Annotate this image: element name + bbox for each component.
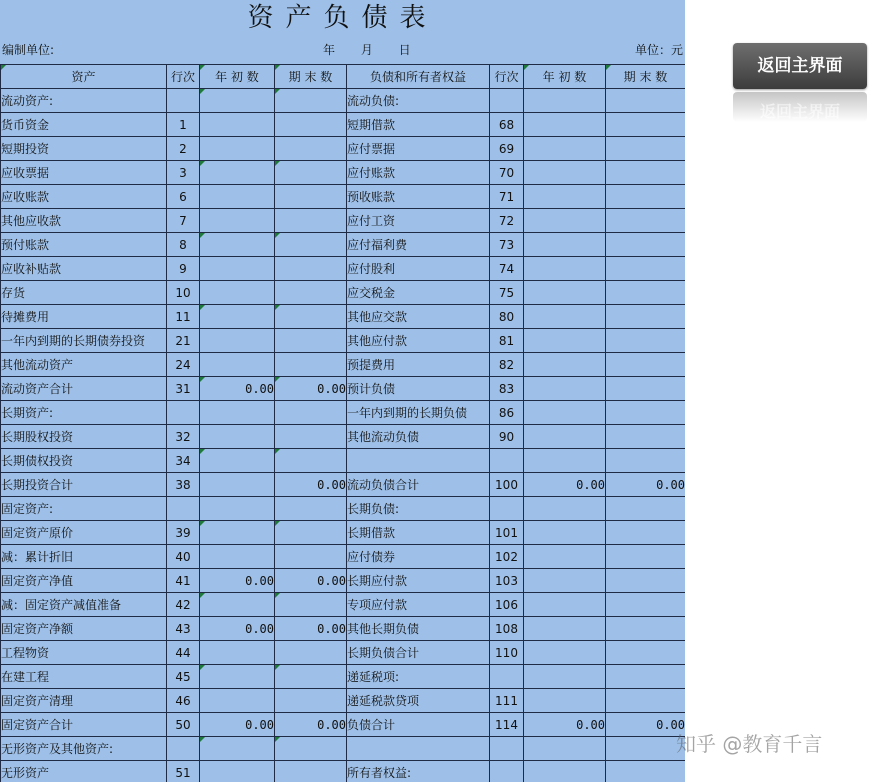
table-row [1,137,686,161]
table-row [1,761,686,782]
asset-ending[interactable] [275,737,347,761]
asset-line-no[interactable]: 6 [167,185,200,209]
asset-name[interactable]: 固定资产净值 [1,569,167,593]
asset-name[interactable]: 长期投资合计 [1,473,167,497]
asset-line-no[interactable]: 11 [167,305,200,329]
liability-line-no[interactable]: 71 [490,185,524,209]
liability-line-no[interactable]: 102 [490,545,524,569]
liability-name[interactable]: 预计负债 [347,377,490,401]
liability-name[interactable]: 流动负债: [347,89,490,113]
asset-name[interactable]: 流动资产: [1,89,167,113]
asset-line-no[interactable]: 41 [167,569,200,593]
asset-line-no[interactable] [167,89,200,113]
liability-ending[interactable] [606,305,686,329]
asset-name[interactable]: 流动资产合计 [1,377,167,401]
asset-line-no[interactable]: 32 [167,425,200,449]
asset-beginning[interactable]: 0.00 [200,617,275,641]
liability-line-no[interactable]: 81 [490,329,524,353]
table-row [1,185,686,209]
liability-name[interactable]: 专项应付款 [347,593,490,617]
asset-beginning[interactable] [200,329,275,353]
liability-beginning[interactable] [524,161,606,185]
liability-line-no[interactable]: 86 [490,401,524,425]
column-header[interactable]: 行次 [167,65,200,89]
asset-ending[interactable] [275,305,347,329]
liability-ending[interactable] [606,617,686,641]
liability-beginning[interactable] [524,353,606,377]
asset-beginning[interactable] [200,257,275,281]
liability-ending[interactable] [606,329,686,353]
liability-beginning[interactable] [524,593,606,617]
liability-ending[interactable] [606,641,686,665]
asset-line-no[interactable]: 42 [167,593,200,617]
asset-beginning[interactable] [200,89,275,113]
liability-line-no[interactable]: 69 [490,137,524,161]
asset-ending[interactable] [275,185,347,209]
liability-name[interactable]: 其他长期负债 [347,617,490,641]
column-header[interactable]: 负债和所有者权益 [347,65,490,89]
liability-ending[interactable] [606,449,686,473]
liability-ending[interactable] [606,89,686,113]
column-header[interactable]: 行次 [490,65,524,89]
table-row [1,665,686,689]
asset-name[interactable]: 其他流动资产 [1,353,167,377]
asset-line-no[interactable]: 3 [167,161,200,185]
table-row [1,593,686,617]
preparing-unit-label: 编制单位: [2,43,55,57]
liability-beginning[interactable] [524,113,606,137]
liability-name[interactable]: 一年内到期的长期负债 [347,401,490,425]
table-row [1,281,686,305]
liability-line-no[interactable]: 108 [490,617,524,641]
asset-name[interactable]: 减：固定资产减值准备 [1,593,167,617]
asset-name[interactable]: 应收账款 [1,185,167,209]
liability-name[interactable]: 递延税项: [347,665,490,689]
liability-beginning[interactable] [524,233,606,257]
table-row [1,473,686,497]
asset-ending[interactable]: 0.00 [275,713,347,737]
asset-beginning[interactable] [200,233,275,257]
liability-beginning[interactable]: 0.00 [524,713,606,737]
table-row [1,617,686,641]
asset-name[interactable]: 短期投资 [1,137,167,161]
liability-beginning[interactable] [524,425,606,449]
liability-line-no[interactable]: 101 [490,521,524,545]
liability-beginning[interactable] [524,497,606,521]
asset-beginning[interactable] [200,545,275,569]
liability-beginning[interactable] [524,737,606,761]
asset-beginning[interactable]: 0.00 [200,377,275,401]
asset-beginning[interactable] [200,689,275,713]
asset-line-no[interactable]: 34 [167,449,200,473]
liability-ending[interactable] [606,545,686,569]
asset-line-no[interactable]: 24 [167,353,200,377]
liability-ending[interactable] [606,233,686,257]
liability-line-no[interactable]: 114 [490,713,524,737]
asset-ending[interactable] [275,137,347,161]
liability-beginning[interactable] [524,281,606,305]
asset-ending[interactable]: 0.00 [275,617,347,641]
asset-ending[interactable] [275,161,347,185]
liability-name[interactable]: 应付工资 [347,209,490,233]
liability-beginning[interactable] [524,641,606,665]
liability-name[interactable]: 其他流动负债 [347,425,490,449]
liability-ending[interactable] [606,401,686,425]
asset-name[interactable]: 待摊费用 [1,305,167,329]
liability-beginning[interactable] [524,617,606,641]
asset-ending[interactable] [275,353,347,377]
liability-ending[interactable]: 0.00 [606,473,686,497]
liability-name[interactable]: 应付账款 [347,161,490,185]
asset-name[interactable]: 在建工程 [1,665,167,689]
liability-line-no[interactable] [490,737,524,761]
asset-line-no[interactable]: 21 [167,329,200,353]
column-header[interactable]: 资产 [1,65,167,89]
liability-beginning[interactable] [524,401,606,425]
balance-sheet-table [0,64,685,782]
asset-ending[interactable] [275,329,347,353]
liability-beginning[interactable] [524,137,606,161]
liability-ending[interactable] [606,425,686,449]
liability-name[interactable]: 预收账款 [347,185,490,209]
asset-line-no[interactable]: 10 [167,281,200,305]
table-row [1,545,686,569]
liability-ending[interactable] [606,377,686,401]
asset-beginning[interactable] [200,761,275,782]
liability-ending[interactable] [606,113,686,137]
liability-ending[interactable] [606,689,686,713]
asset-line-no[interactable]: 44 [167,641,200,665]
table-row [1,161,686,185]
liability-name[interactable]: 应付福利费 [347,233,490,257]
asset-name[interactable]: 其他应收款 [1,209,167,233]
asset-line-no[interactable] [167,737,200,761]
asset-name[interactable]: 长期资产: [1,401,167,425]
liability-beginning[interactable] [524,521,606,545]
sheet-title: 资产负债表 [247,3,438,33]
date-label: 年 月 日 [323,43,411,57]
asset-name[interactable]: 一年内到期的长期债券投资 [1,329,167,353]
liability-name[interactable]: 应付票据 [347,137,490,161]
asset-line-no[interactable]: 31 [167,377,200,401]
table-row [1,305,686,329]
asset-name[interactable]: 长期债权投资 [1,449,167,473]
asset-beginning[interactable] [200,593,275,617]
asset-ending[interactable] [275,209,347,233]
asset-line-no[interactable]: 43 [167,617,200,641]
liability-beginning[interactable] [524,185,606,209]
asset-name[interactable]: 货币资金 [1,113,167,137]
asset-line-no[interactable]: 40 [167,545,200,569]
currency-unit-label: 单位：元 [634,43,683,57]
column-header[interactable]: 年 初 数 [200,65,275,89]
liability-ending[interactable] [606,281,686,305]
asset-ending[interactable]: 0.00 [275,377,347,401]
asset-name[interactable]: 无形资产及其他资产: [1,737,167,761]
asset-line-no[interactable]: 51 [167,761,200,782]
liability-line-no[interactable]: 110 [490,641,524,665]
liability-beginning[interactable] [524,329,606,353]
table-row [1,641,686,665]
liability-line-no[interactable]: 106 [490,593,524,617]
asset-beginning[interactable] [200,161,275,185]
liability-beginning[interactable] [524,665,606,689]
asset-beginning[interactable] [200,209,275,233]
liability-beginning[interactable] [524,257,606,281]
liability-name[interactable]: 预提费用 [347,353,490,377]
liability-ending[interactable] [606,737,686,761]
asset-name[interactable]: 固定资产合计 [1,713,167,737]
liability-ending[interactable] [606,665,686,689]
asset-ending[interactable] [275,761,347,782]
table-row [1,257,686,281]
asset-beginning[interactable] [200,641,275,665]
asset-ending[interactable] [275,641,347,665]
liability-line-no[interactable]: 103 [490,569,524,593]
asset-ending[interactable] [275,113,347,137]
asset-beginning[interactable] [200,401,275,425]
liability-ending[interactable] [606,569,686,593]
liability-beginning[interactable]: 0.00 [524,473,606,497]
asset-name[interactable]: 固定资产: [1,497,167,521]
asset-ending[interactable] [275,425,347,449]
table-row [1,497,686,521]
liability-name[interactable]: 其他应交款 [347,305,490,329]
liability-line-no[interactable]: 90 [490,425,524,449]
liability-ending[interactable] [606,161,686,185]
liability-name[interactable]: 递延税款贷项 [347,689,490,713]
liability-ending[interactable] [606,209,686,233]
liability-beginning[interactable] [524,569,606,593]
liability-ending[interactable] [606,185,686,209]
liability-name[interactable]: 负债合计 [347,713,490,737]
liability-name[interactable]: 长期负债: [347,497,490,521]
asset-name[interactable]: 减：累计折旧 [1,545,167,569]
liability-line-no[interactable]: 73 [490,233,524,257]
liability-ending[interactable] [606,521,686,545]
asset-ending[interactable] [275,545,347,569]
asset-beginning[interactable]: 0.00 [200,569,275,593]
asset-beginning[interactable] [200,473,275,497]
asset-line-no[interactable]: 39 [167,521,200,545]
liability-line-no[interactable] [490,761,524,782]
asset-ending[interactable]: 0.00 [275,569,347,593]
liability-name[interactable]: 应付股利 [347,257,490,281]
liability-line-no[interactable]: 75 [490,281,524,305]
asset-name[interactable]: 无形资产 [1,761,167,782]
liability-line-no[interactable]: 74 [490,257,524,281]
asset-beginning[interactable] [200,113,275,137]
liability-name[interactable]: 应交税金 [347,281,490,305]
liability-name[interactable]: 长期应付款 [347,569,490,593]
liability-line-no[interactable]: 111 [490,689,524,713]
table-row [1,689,686,713]
liability-beginning[interactable] [524,761,606,782]
asset-beginning[interactable] [200,353,275,377]
asset-line-no[interactable] [167,401,200,425]
asset-ending[interactable] [275,233,347,257]
asset-ending[interactable] [275,497,347,521]
asset-line-no[interactable]: 45 [167,665,200,689]
liability-line-no[interactable]: 72 [490,209,524,233]
liability-beginning[interactable] [524,545,606,569]
asset-line-no[interactable]: 46 [167,689,200,713]
table-row [1,521,686,545]
table-row [1,569,686,593]
liability-beginning[interactable] [524,305,606,329]
asset-beginning[interactable] [200,137,275,161]
asset-ending[interactable] [275,689,347,713]
liability-ending[interactable] [606,353,686,377]
column-header[interactable]: 年 初 数 [524,65,606,89]
asset-beginning[interactable] [200,521,275,545]
asset-name[interactable]: 存货 [1,281,167,305]
liability-line-no[interactable] [490,497,524,521]
asset-line-no[interactable]: 9 [167,257,200,281]
liability-line-no[interactable]: 82 [490,353,524,377]
liability-name[interactable]: 所有者权益: [347,761,490,782]
liability-name[interactable]: 应付债券 [347,545,490,569]
asset-line-no[interactable]: 8 [167,233,200,257]
liability-line-no[interactable] [490,89,524,113]
asset-ending[interactable] [275,665,347,689]
asset-beginning[interactable] [200,185,275,209]
asset-name[interactable]: 固定资产清理 [1,689,167,713]
asset-beginning[interactable] [200,737,275,761]
liability-line-no[interactable]: 100 [490,473,524,497]
asset-name[interactable]: 固定资产原价 [1,521,167,545]
liability-name[interactable] [347,449,490,473]
asset-beginning[interactable]: 0.00 [200,713,275,737]
asset-beginning[interactable] [200,305,275,329]
table-row [1,329,686,353]
asset-ending[interactable]: 0.00 [275,473,347,497]
liability-name[interactable]: 长期借款 [347,521,490,545]
liability-line-no[interactable]: 80 [490,305,524,329]
asset-ending[interactable] [275,449,347,473]
watermark: 知乎 @教育千言 [676,732,823,756]
asset-name[interactable]: 预付账款 [1,233,167,257]
asset-line-no[interactable]: 7 [167,209,200,233]
liability-name[interactable]: 流动负债合计 [347,473,490,497]
liability-name[interactable] [347,737,490,761]
liability-ending[interactable] [606,497,686,521]
liability-name[interactable]: 短期借款 [347,113,490,137]
liability-ending[interactable] [606,137,686,161]
asset-ending[interactable] [275,401,347,425]
asset-beginning[interactable] [200,497,275,521]
liability-line-no[interactable] [490,449,524,473]
liability-name[interactable]: 其他应付款 [347,329,490,353]
liability-line-no[interactable]: 68 [490,113,524,137]
table-row [1,737,686,761]
liability-beginning[interactable] [524,377,606,401]
asset-name[interactable]: 应收票据 [1,161,167,185]
table-row [1,425,686,449]
asset-beginning[interactable] [200,449,275,473]
back-button-reflection: 返回主界面 [733,92,867,122]
table-row [1,449,686,473]
liability-ending[interactable]: 0.00 [606,713,686,737]
liability-beginning[interactable] [524,689,606,713]
liability-ending[interactable] [606,761,686,782]
asset-name[interactable]: 工程物资 [1,641,167,665]
asset-ending[interactable] [275,521,347,545]
table-row [1,353,686,377]
liability-ending[interactable] [606,593,686,617]
liability-beginning[interactable] [524,89,606,113]
column-header[interactable]: 期 末 数 [275,65,347,89]
asset-beginning[interactable] [200,425,275,449]
table-row [1,377,686,401]
liability-name[interactable]: 长期负债合计 [347,641,490,665]
asset-line-no[interactable]: 38 [167,473,200,497]
liability-line-no[interactable] [490,665,524,689]
asset-line-no[interactable] [167,497,200,521]
asset-beginning[interactable] [200,665,275,689]
asset-line-no[interactable]: 2 [167,137,200,161]
table-row [1,713,686,737]
asset-line-no[interactable]: 1 [167,113,200,137]
table-row [1,89,686,113]
asset-ending[interactable] [275,89,347,113]
liability-ending[interactable] [606,257,686,281]
table-row [1,233,686,257]
table-row [1,113,686,137]
liability-line-no[interactable]: 83 [490,377,524,401]
table-row [1,401,686,425]
asset-name[interactable]: 应收补贴款 [1,257,167,281]
asset-ending[interactable] [275,593,347,617]
asset-name[interactable]: 长期股权投资 [1,425,167,449]
table-row [1,209,686,233]
asset-name[interactable]: 固定资产净额 [1,617,167,641]
asset-ending[interactable] [275,257,347,281]
table-header-row [1,65,686,89]
back-to-main-button[interactable]: 返回主界面 [733,43,867,89]
asset-line-no[interactable]: 50 [167,713,200,737]
liability-beginning[interactable] [524,209,606,233]
column-header[interactable]: 期 末 数 [606,65,686,89]
asset-beginning[interactable] [200,281,275,305]
asset-ending[interactable] [275,281,347,305]
liability-beginning[interactable] [524,449,606,473]
liability-line-no[interactable]: 70 [490,161,524,185]
